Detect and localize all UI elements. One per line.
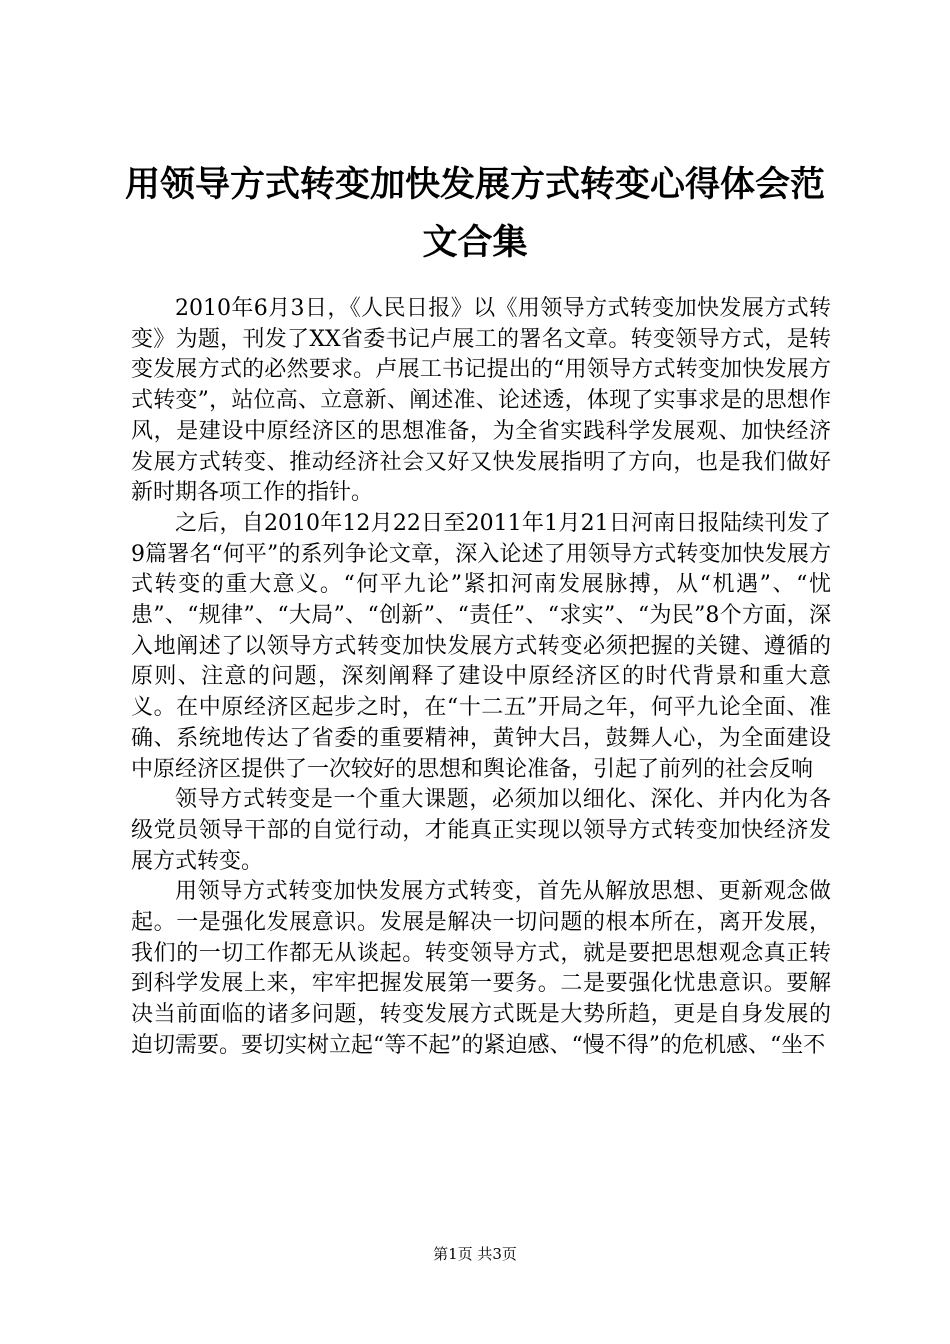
document-title-line-2: 文合集 — [422, 223, 528, 263]
paragraph-4: 用领导方式转变加快发展方式转变，首先从解放思想、更新观念做起。一是强化发展意识。发展是解决一切问题的根本所在，离开发展，我们的一切工作都无从谈起。转变领导方式，就是要把思想观念真正转到科学发展上来，牢牢把握发展第一要务。二是要强化忧患意识。要解决当前面临的诸多问题，转变发展方式既是大势所趋，更是自身发展的迫切需要。要切实树立起“等不起”的紧迫感、“慢不得”的危机感、“坐不 — [131, 879, 831, 1058]
document-body — [131, 294, 831, 1062]
paragraph-2: 之后，自2010年12月22日至2011年1月21日河南日报陆续刊发了9篇署名“何平”的系列争论文章，深入论述了用领导方式转变加快发展方式转变的重大意义。“何平九论”紧扣河南发展脉搏，从“机遇”、“忧患”、“规律”、“大局”、“创新”、“责任”、“求实”、“为民”8个方面，深入地阐述了以领导方式转变加快发展方式转变必须把握的关键、遵循的原则、注意的问题，深刻阐释了建设中原经济区的时代背景和重大意义。在中原经济区起步之时，在“十二五”开局之年，何平九论全面、准确、系统地传达了省委的重要精神，黄钟大吕，鼓舞人心，为全面建设中原经济区提供了一次较好的思想和舆论准备，引起了前列的社会反响 — [131, 510, 831, 782]
document-title-line-1: 用领导方式转变加快发展方式转变心得体会范 — [124, 165, 825, 205]
paragraph-3: 领导方式转变是一个重大课题，必须加以细化、深化、并内化为各级党员领导干部的自觉行动，才能真正实现以领导方式转变加快经济发展方式转变。 — [131, 787, 831, 874]
paragraph-1: 2010年6月3日，《人民日报》以《用领导方式转变加快发展方式转变》为题，刊发了XX省委书记卢展工的署名文章。转变领导方式，是转变发展方式的必然要求。卢展工书记提出的“用领导方式转变加快发展方式转变”，站位高、立意新、阐述准、论述透，体现了实事求是的思想作风，是建设中原经济区的思想准备，为全省实践科学发展观、加快经济发展方式转变、推动经济社会又好又快发展指明了方向，也是我们做好新时期各项工作的指针。 — [131, 296, 831, 506]
page-footer: 第1页 共3页 — [433, 1245, 517, 1263]
